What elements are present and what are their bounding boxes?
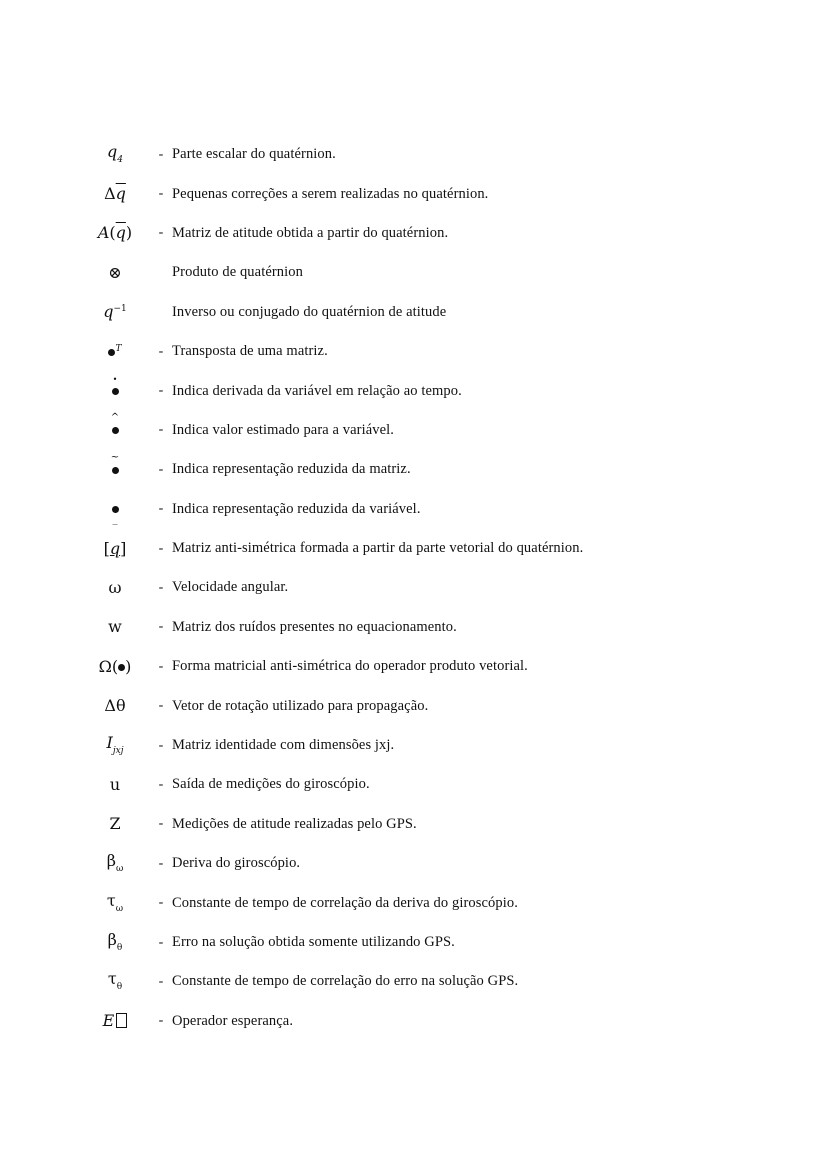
separator-dash: -	[158, 619, 164, 635]
list-item	[80, 332, 780, 371]
list-item	[80, 844, 780, 883]
list-item	[80, 174, 780, 213]
list-item	[80, 214, 780, 253]
separator-dash: -	[158, 737, 164, 753]
symbol-q-inverse: $q^{-1}$	[103, 302, 127, 322]
symbol-Omega: Ω( )	[98, 656, 132, 676]
symbol-reduced-variable: _	[80, 501, 150, 517]
symbol-tau-omega: $\tau_\omega$	[106, 890, 124, 914]
bullet-icon	[112, 467, 119, 474]
symbol-description: Deriva do giroscópio.	[172, 855, 301, 872]
symbol-description: Constante de tempo de correlação da deriva do giroscópio.	[172, 894, 518, 911]
symbol-u: u	[109, 774, 121, 794]
separator-dash: -	[158, 816, 164, 832]
separator-dash: -	[158, 225, 164, 241]
separator-dash: -	[158, 579, 164, 595]
symbol-q4: $q_4$	[107, 142, 123, 166]
list-item	[80, 529, 780, 568]
list-item	[80, 962, 780, 1001]
separator-dash: -	[158, 186, 164, 202]
symbol-description: Produto de quatérnion	[172, 264, 303, 281]
symbol-derivative: •	[80, 383, 150, 399]
list-item	[80, 253, 780, 292]
list-item	[80, 608, 780, 647]
symbol-expectation: E	[80, 1013, 150, 1029]
bullet-icon	[112, 506, 119, 513]
symbol-tau-theta: $\tau_\theta$	[107, 969, 123, 993]
list-item	[80, 883, 780, 922]
symbol-description: Operador esperança.	[172, 1012, 294, 1029]
symbol-description: Matriz dos ruídos presentes no equacionamento.	[172, 618, 457, 635]
symbol-description: Erro na solução obtida somente utilizando GPS.	[172, 934, 455, 950]
separator-dash: -	[158, 146, 164, 162]
separator-dash: -	[158, 540, 164, 556]
list-item	[80, 135, 780, 174]
separator-dash: -	[158, 698, 164, 714]
symbol-description: Indica valor estimado para a variável.	[172, 421, 395, 438]
symbol-estimate: ^	[80, 422, 150, 438]
list-item	[80, 923, 780, 962]
symbol-attitude-matrix: $A(\overline{q})$	[97, 223, 133, 243]
symbol-description: Medições de atitude realizadas pelo GPS.	[172, 815, 417, 832]
symbol-description: Pequenas correções a serem realizadas no quatérnion.	[172, 185, 489, 202]
bullet-icon	[112, 388, 119, 395]
list-item	[80, 490, 780, 529]
list-item	[80, 371, 780, 410]
separator-dash: -	[158, 501, 164, 517]
symbol-list	[80, 135, 780, 1041]
symbol-description: Matriz anti-simétrica formada a partir da parte vetorial do quatérnion.	[172, 540, 584, 557]
symbol-description: Indica representação reduzida da matriz.	[172, 461, 411, 478]
separator-dash: -	[158, 383, 164, 399]
symbol-description: Forma matricial anti-simétrica do operador produto vetorial.	[172, 658, 528, 675]
separator-dash: -	[158, 461, 164, 477]
separator-dash: -	[158, 1013, 164, 1029]
list-item	[80, 647, 780, 686]
symbol-description: Indica derivada da variável em relação ao tempo.	[172, 382, 462, 399]
list-item	[80, 726, 780, 765]
list-item	[80, 293, 780, 332]
symbol-description: Constante de tempo de correlação do erro na solução GPS.	[172, 973, 519, 990]
symbol-delta-theta: Δθ	[104, 696, 126, 716]
separator-dash: -	[158, 855, 164, 871]
bullet-icon	[118, 664, 125, 671]
symbol-description: Parte escalar do quatérnion.	[172, 146, 336, 163]
symbol-skew-q: [q]	[103, 538, 127, 558]
list-item	[80, 765, 780, 804]
symbol-description: Vetor de rotação utilizado para propagação.	[172, 697, 429, 714]
symbol-description: Matriz de atitude obtida a partir do quatérnion.	[172, 224, 449, 241]
symbol-description: Indica representação reduzida da variável.	[172, 500, 421, 517]
separator-dash: -	[158, 658, 164, 674]
separator-dash: -	[158, 422, 164, 438]
symbol-description: Velocidade angular.	[172, 579, 289, 596]
symbol-description: Inverso ou conjugado do quatérnion de atitude	[172, 303, 447, 320]
symbol-z: Z	[109, 814, 121, 834]
list-item	[80, 450, 780, 489]
separator-dash: -	[158, 934, 164, 950]
list-item	[80, 411, 780, 450]
symbol-description: Saída de medições do giroscópio.	[172, 776, 370, 793]
separator-dash: -	[158, 895, 164, 911]
separator-dash: -	[158, 776, 164, 792]
separator-dash: -	[158, 343, 164, 359]
symbol-delta-q: $\Delta\overline{q}$	[104, 184, 126, 204]
symbol-description: Transposta de uma matriz.	[172, 343, 328, 360]
symbol-reduced-matrix: ~	[80, 462, 150, 478]
list-item	[80, 1002, 780, 1041]
symbol-beta-theta: $\beta_\theta$	[107, 930, 123, 953]
list-item	[80, 686, 780, 725]
symbol-beta-omega: $\beta_\omega$	[106, 851, 124, 875]
list-item	[80, 805, 780, 844]
symbol-w: w	[108, 617, 122, 637]
symbol-omega: ω	[108, 577, 122, 597]
symbol-transpose: T	[80, 344, 150, 360]
bullet-icon	[112, 427, 119, 434]
symbol-description: Matriz identidade com dimensões jxj.	[172, 737, 395, 754]
list-item	[80, 568, 780, 607]
separator-dash: -	[158, 973, 164, 989]
otimes-icon: ⊗	[108, 262, 122, 282]
symbol-identity: $I_{jxj}$	[106, 733, 124, 757]
